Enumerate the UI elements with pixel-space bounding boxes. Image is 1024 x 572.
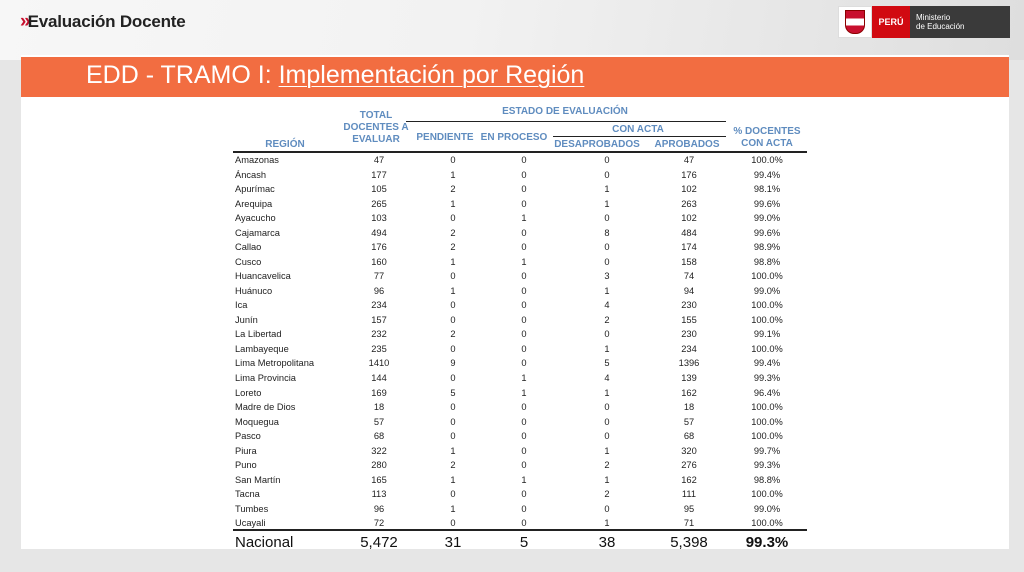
table-row — [233, 226, 809, 241]
cell-pendiente: 9 — [450, 358, 456, 369]
cell-total: 96 — [373, 503, 385, 514]
cell-desaprobados: 0 — [604, 416, 610, 427]
cell-desaprobados: 0 — [604, 242, 610, 253]
table-row — [233, 168, 809, 183]
cell-region: Tumbes — [235, 503, 269, 514]
cell-pendiente: 1 — [450, 256, 456, 267]
cell-aprobados: 162 — [681, 387, 697, 398]
cell-en-proceso: 1 — [521, 372, 527, 383]
total-region: Nacional — [235, 533, 294, 551]
cell-pct: 100.0% — [751, 416, 783, 427]
cell-aprobados: 102 — [681, 213, 697, 224]
cell-desaprobados: 8 — [604, 227, 610, 238]
cell-desaprobados: 1 — [604, 387, 610, 398]
cell-en-proceso: 0 — [521, 402, 527, 413]
cell-region: Puno — [235, 460, 257, 471]
cell-pct: 100.0% — [751, 300, 783, 311]
cell-region: Lima Metropolitana — [235, 358, 315, 369]
cell-aprobados: 176 — [681, 169, 697, 180]
cell-desaprobados: 1 — [604, 518, 610, 529]
cell-desaprobados: 2 — [604, 489, 610, 500]
cell-region: Huánuco — [235, 285, 273, 296]
header-en-proceso: EN PROCESO — [480, 132, 548, 143]
cell-aprobados: 102 — [681, 184, 697, 195]
total-desaprobados: 38 — [598, 533, 616, 551]
table-row — [233, 356, 809, 371]
cell-en-proceso: 0 — [521, 227, 527, 238]
cell-en-proceso: 0 — [521, 329, 527, 340]
logo-ministry: Ministerio de Educación — [910, 6, 1010, 38]
cell-region: Arequipa — [235, 198, 273, 209]
cell-pendiente: 0 — [450, 416, 456, 427]
header-estado-evaluacion: ESTADO DE EVALUACIÓN — [502, 106, 628, 117]
cell-total: 96 — [373, 285, 385, 296]
cell-pendiente: 0 — [450, 518, 456, 529]
table-row — [233, 197, 809, 212]
cell-en-proceso: 0 — [521, 445, 527, 456]
cell-total: 322 — [371, 445, 387, 456]
cell-pendiente: 0 — [450, 314, 456, 325]
cell-desaprobados: 2 — [604, 314, 610, 325]
cell-en-proceso: 0 — [521, 343, 527, 354]
cell-aprobados: 74 — [683, 271, 695, 282]
cell-pendiente: 0 — [450, 489, 456, 500]
cell-pct: 99.3% — [753, 372, 781, 383]
cell-pct: 99.0% — [753, 285, 781, 296]
cell-total: 494 — [371, 227, 387, 238]
cell-total: 144 — [371, 372, 387, 383]
cell-en-proceso: 0 — [521, 460, 527, 471]
cell-en-proceso: 1 — [521, 256, 527, 267]
cell-pct: 99.1% — [753, 329, 781, 340]
cell-total: 176 — [371, 242, 387, 253]
cell-aprobados: 155 — [681, 314, 697, 325]
cell-pct: 98.8% — [753, 474, 781, 485]
cell-pct: 100.0% — [751, 314, 783, 325]
cell-total: 235 — [371, 343, 387, 354]
cell-total: 165 — [371, 474, 387, 485]
cell-aprobados: 94 — [683, 285, 695, 296]
cell-desaprobados: 1 — [604, 184, 610, 195]
cell-pct: 100.0% — [751, 431, 783, 442]
cell-en-proceso: 0 — [521, 489, 527, 500]
page-title-underlined: Implementación por Región — [278, 61, 585, 89]
header-desaprobados: DESAPROBADOS — [554, 139, 640, 150]
cell-total: 68 — [373, 431, 385, 442]
table-row — [233, 298, 809, 313]
cell-pendiente: 0 — [450, 271, 456, 282]
cell-total: 160 — [371, 256, 387, 267]
cell-region: Ica — [235, 300, 248, 311]
table-row — [233, 385, 809, 400]
brand-chevrons-icon: » — [20, 11, 27, 32]
cell-desaprobados: 1 — [604, 285, 610, 296]
cell-pct: 100.0% — [751, 155, 783, 166]
cell-pct: 98.9% — [753, 242, 781, 253]
cell-total: 169 — [371, 387, 387, 398]
cell-aprobados: 230 — [681, 300, 697, 311]
table-row — [233, 487, 809, 502]
cell-desaprobados: 0 — [604, 213, 610, 224]
cell-pendiente: 2 — [450, 227, 456, 238]
cell-aprobados: 320 — [681, 445, 697, 456]
cell-total: 177 — [371, 169, 387, 180]
cell-en-proceso: 0 — [521, 155, 527, 166]
cell-total: 47 — [373, 155, 385, 166]
cell-en-proceso: 0 — [521, 358, 527, 369]
table-row — [233, 400, 809, 415]
header-con-acta: CON ACTA — [612, 124, 664, 135]
cell-aprobados: 18 — [683, 402, 695, 413]
cell-pct: 100.0% — [751, 343, 783, 354]
logo-country: PERÚ — [872, 6, 910, 38]
brand-text: Evaluación Docente — [27, 12, 186, 31]
cell-en-proceso: 0 — [521, 271, 527, 282]
header-group-rule — [406, 121, 726, 122]
cell-pct: 100.0% — [751, 402, 783, 413]
cell-pendiente: 0 — [450, 372, 456, 383]
cell-total: 77 — [373, 271, 385, 282]
table-row — [233, 153, 809, 168]
cell-region: Lambayeque — [235, 343, 289, 354]
cell-pct: 99.7% — [753, 445, 781, 456]
cell-en-proceso: 0 — [521, 416, 527, 427]
cell-en-proceso: 0 — [521, 518, 527, 529]
cell-pct: 98.1% — [753, 184, 781, 195]
cell-aprobados: 111 — [681, 489, 697, 500]
cell-total: 1410 — [368, 358, 390, 369]
cell-region: Cusco — [235, 256, 262, 267]
cell-region: Apurímac — [235, 184, 275, 195]
regions-table — [233, 153, 809, 530]
cell-region: Loreto — [235, 387, 262, 398]
cell-pendiente: 5 — [450, 387, 456, 398]
coat-of-arms-icon — [838, 6, 872, 38]
cell-total: 103 — [371, 213, 387, 224]
cell-region: Moquegua — [235, 416, 279, 427]
cell-pendiente: 1 — [450, 474, 456, 485]
cell-total: 18 — [373, 402, 385, 413]
header-region: REGIÓN — [265, 139, 305, 150]
cell-region: La Libertad — [235, 329, 282, 340]
cell-region: Huancavelica — [235, 271, 291, 282]
cell-region: Junín — [235, 314, 258, 325]
header-total: TOTAL DOCENTES A EVALUAR — [343, 110, 409, 145]
table-row — [233, 211, 809, 226]
cell-aprobados: 263 — [681, 198, 697, 209]
page-title — [86, 61, 584, 90]
cell-desaprobados: 1 — [604, 474, 610, 485]
cell-pct: 100.0% — [751, 518, 783, 529]
cell-desaprobados: 0 — [604, 503, 610, 514]
cell-en-proceso: 0 — [521, 184, 527, 195]
total-table — [233, 531, 809, 553]
cell-total: 280 — [371, 460, 387, 471]
cell-desaprobados: 0 — [604, 329, 610, 340]
cell-pendiente: 1 — [450, 169, 456, 180]
cell-region: Áncash — [235, 169, 267, 180]
cell-aprobados: 139 — [681, 372, 697, 383]
cell-pendiente: 1 — [450, 285, 456, 296]
table-row — [233, 255, 809, 270]
cell-en-proceso: 1 — [521, 387, 527, 398]
cell-region: Tacna — [235, 489, 260, 500]
cell-region: Piura — [235, 445, 257, 456]
cell-pct: 100.0% — [751, 489, 783, 500]
cell-aprobados: 68 — [683, 431, 695, 442]
cell-aprobados: 234 — [681, 343, 697, 354]
cell-en-proceso: 0 — [521, 198, 527, 209]
cell-pct: 100.0% — [751, 271, 783, 282]
cell-total: 234 — [371, 300, 387, 311]
cell-en-proceso: 1 — [521, 474, 527, 485]
cell-pct: 99.6% — [753, 198, 781, 209]
cell-pendiente: 0 — [450, 213, 456, 224]
cell-aprobados: 1396 — [678, 358, 700, 369]
header-subgroup-rule — [553, 136, 726, 137]
header-aprobados: APROBADOS — [654, 139, 720, 150]
cell-desaprobados: 2 — [604, 460, 610, 471]
cell-pendiente: 2 — [450, 460, 456, 471]
cell-pendiente: 0 — [450, 155, 456, 166]
cell-total: 157 — [371, 314, 387, 325]
cell-desaprobados: 5 — [604, 358, 610, 369]
cell-aprobados: 95 — [683, 503, 695, 514]
total-pct: 99.3% — [745, 533, 789, 551]
cell-aprobados: 158 — [681, 256, 697, 267]
cell-pendiente: 0 — [450, 300, 456, 311]
header-pendiente: PENDIENTE — [416, 132, 474, 143]
table-row — [233, 284, 809, 299]
page-title-prefix: EDD - TRAMO I: — [86, 61, 279, 89]
table-row — [233, 342, 809, 357]
cell-region: San Martín — [235, 474, 281, 485]
cell-desaprobados: 0 — [604, 256, 610, 267]
table-row — [233, 501, 809, 516]
cell-region: Madre de Dios — [235, 402, 296, 413]
cell-desaprobados: 0 — [604, 169, 610, 180]
table-row — [233, 472, 809, 487]
cell-desaprobados: 4 — [604, 300, 610, 311]
cell-en-proceso: 0 — [521, 314, 527, 325]
cell-en-proceso: 0 — [521, 242, 527, 253]
table-row — [233, 269, 809, 284]
cell-total: 72 — [373, 518, 385, 529]
cell-pendiente: 2 — [450, 329, 456, 340]
cell-desaprobados: 0 — [604, 402, 610, 413]
total-row — [233, 531, 809, 553]
table-row — [233, 414, 809, 429]
cell-en-proceso: 0 — [521, 431, 527, 442]
cell-aprobados: 162 — [681, 474, 697, 485]
table-row — [233, 182, 809, 197]
cell-region: Callao — [235, 242, 262, 253]
cell-pct: 96.4% — [753, 387, 781, 398]
cell-region: Lima Provincia — [235, 372, 296, 383]
cell-aprobados: 71 — [683, 518, 695, 529]
cell-region: Ayacucho — [235, 213, 276, 224]
total-en-proceso: 5 — [519, 533, 529, 551]
ministry-logo — [838, 6, 1010, 38]
cell-desaprobados: 1 — [604, 445, 610, 456]
cell-pendiente: 0 — [450, 402, 456, 413]
cell-en-proceso: 0 — [521, 503, 527, 514]
cell-pendiente: 1 — [450, 198, 456, 209]
cell-en-proceso: 0 — [521, 300, 527, 311]
cell-pct: 99.6% — [753, 227, 781, 238]
table-row — [233, 371, 809, 386]
cell-pendiente: 1 — [450, 503, 456, 514]
cell-desaprobados: 0 — [604, 431, 610, 442]
table-row — [233, 327, 809, 342]
cell-region: Ucayali — [235, 518, 266, 529]
cell-desaprobados: 4 — [604, 372, 610, 383]
cell-total: 105 — [371, 184, 387, 195]
cell-desaprobados: 1 — [604, 343, 610, 354]
cell-region: Amazonas — [235, 155, 279, 166]
cell-pendiente: 2 — [450, 242, 456, 253]
cell-desaprobados: 3 — [604, 271, 610, 282]
cell-en-proceso: 0 — [521, 169, 527, 180]
regions-table-body — [233, 153, 809, 530]
cell-pendiente: 1 — [450, 445, 456, 456]
table-row — [233, 240, 809, 255]
cell-total: 57 — [373, 416, 385, 427]
cell-aprobados: 47 — [683, 155, 695, 166]
total-total: 5,472 — [360, 533, 398, 551]
cell-desaprobados: 0 — [604, 155, 610, 166]
cell-pct: 98.8% — [753, 256, 781, 267]
cell-pct: 99.4% — [753, 169, 781, 180]
cell-total: 265 — [371, 198, 387, 209]
cell-pendiente: 0 — [450, 431, 456, 442]
cell-pendiente: 2 — [450, 184, 456, 195]
table-row — [233, 313, 809, 328]
cell-en-proceso: 0 — [521, 285, 527, 296]
cell-en-proceso: 1 — [521, 213, 527, 224]
table-row — [233, 458, 809, 473]
cell-pendiente: 0 — [450, 343, 456, 354]
cell-desaprobados: 1 — [604, 198, 610, 209]
table-row — [233, 429, 809, 444]
cell-total: 232 — [371, 329, 387, 340]
table-row — [233, 443, 809, 458]
total-pendiente: 31 — [444, 533, 462, 551]
cell-aprobados: 230 — [681, 329, 697, 340]
cell-total: 113 — [371, 489, 387, 500]
cell-pct: 99.3% — [753, 460, 781, 471]
cell-aprobados: 174 — [681, 242, 697, 253]
total-aprobados: 5,398 — [670, 533, 708, 551]
cell-aprobados: 484 — [681, 227, 697, 238]
cell-region: Cajamarca — [235, 227, 280, 238]
cell-pct: 99.0% — [753, 503, 781, 514]
brand-title — [20, 11, 186, 33]
cell-pct: 99.0% — [753, 213, 781, 224]
header-pct-con-acta: % DOCENTES CON ACTA — [733, 126, 801, 149]
cell-aprobados: 57 — [683, 416, 695, 427]
cell-aprobados: 276 — [681, 460, 697, 471]
cell-pct: 99.4% — [753, 358, 781, 369]
cell-region: Pasco — [235, 431, 261, 442]
